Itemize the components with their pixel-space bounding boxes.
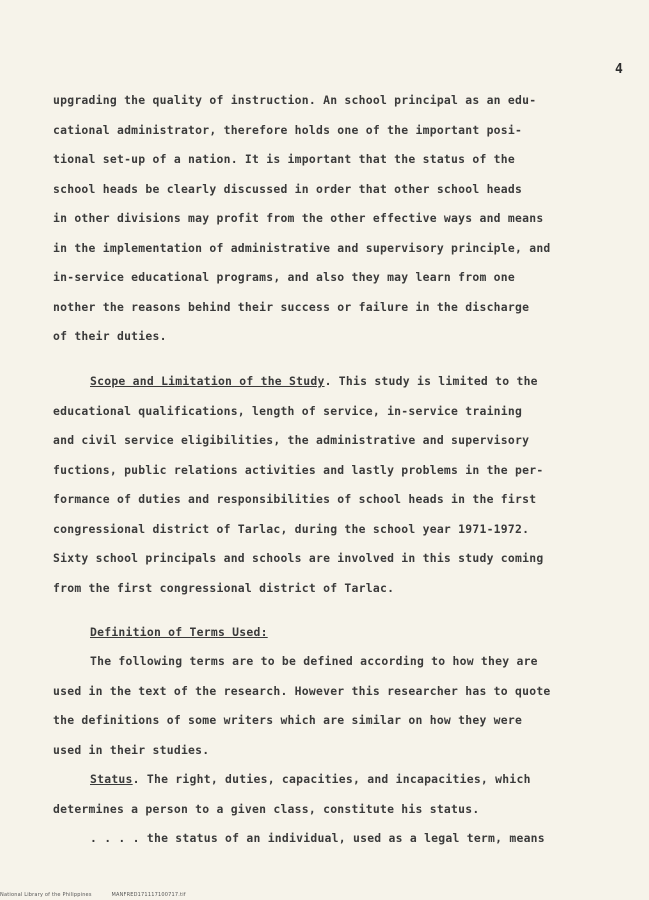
text-line: congressional district of Tarlac, during the school year 1971-1972.: [53, 521, 530, 536]
text-line: . . . . the status of an individual, used as a legal term, means: [90, 831, 545, 845]
text-line: [53, 765, 598, 795]
text-run: . This study is limited to the: [324, 374, 538, 388]
text-line: upgrading the quality of instruction. An school principal as an edu-: [53, 93, 537, 107]
footer-filename: MANFRED171117100717.tif: [111, 892, 186, 898]
text-line: cational administrator, therefore holds one of the important posi-: [53, 122, 523, 137]
text-line: The following terms are to be defined according to how they are: [90, 654, 538, 668]
text-line: in-service educational programs, and also they may learn from one: [53, 270, 516, 284]
text-line: the definitions of some writers which are similar on how they were: [53, 713, 523, 727]
text-line: tional set-up of a nation. It is important that the status of the: [53, 152, 516, 166]
paragraph-scope: [53, 367, 598, 603]
section-heading-definitions: Definition of Terms Used:: [90, 625, 268, 639]
archive-footer: [0, 892, 204, 898]
paragraph-definitions: [53, 647, 598, 765]
text-line: educational qualifications, length of service, in-service training: [53, 403, 523, 418]
text-line: used in the text of the research. However this researcher has to quote: [53, 683, 551, 698]
section-heading-scope: Scope and Limitation of the Study: [90, 374, 325, 388]
paragraph-intro: [53, 86, 598, 352]
text-line: nother the reasons behind their success or failure in the discharge: [53, 299, 530, 314]
text-line: in other divisions may profit from the other effective ways and means: [53, 211, 544, 225]
text-run: . The right, duties, capacities, and incapacities, which: [132, 772, 531, 786]
text-line: [53, 367, 598, 397]
section-definitions-heading: [53, 618, 598, 648]
text-line: Sixty school principals and schools are involved in this study coming: [53, 551, 544, 565]
paragraph-status: [53, 765, 598, 854]
term-status: Status: [90, 772, 133, 786]
text-line: determines a person to a given class, constitute his status.: [53, 801, 480, 816]
footer-library: National Library of the Philippines: [0, 892, 92, 898]
text-line: school heads be clearly discussed in order that other school heads: [53, 181, 523, 196]
text-line: formance of duties and responsibilities of school heads in the first: [53, 492, 537, 506]
page-number: 4: [615, 62, 623, 77]
text-line: used in their studies.: [53, 742, 210, 757]
text-line: of their duties.: [53, 329, 167, 343]
text-line: fuctions, public relations activities and lastly problems in the per-: [53, 462, 544, 477]
text-line: in the implementation of administrative and supervisory principle, and: [53, 240, 551, 255]
text-line: from the first congressional district of Tarlac.: [53, 580, 395, 595]
text-line: and civil service eligibilities, the administrative and supervisory: [53, 433, 530, 447]
